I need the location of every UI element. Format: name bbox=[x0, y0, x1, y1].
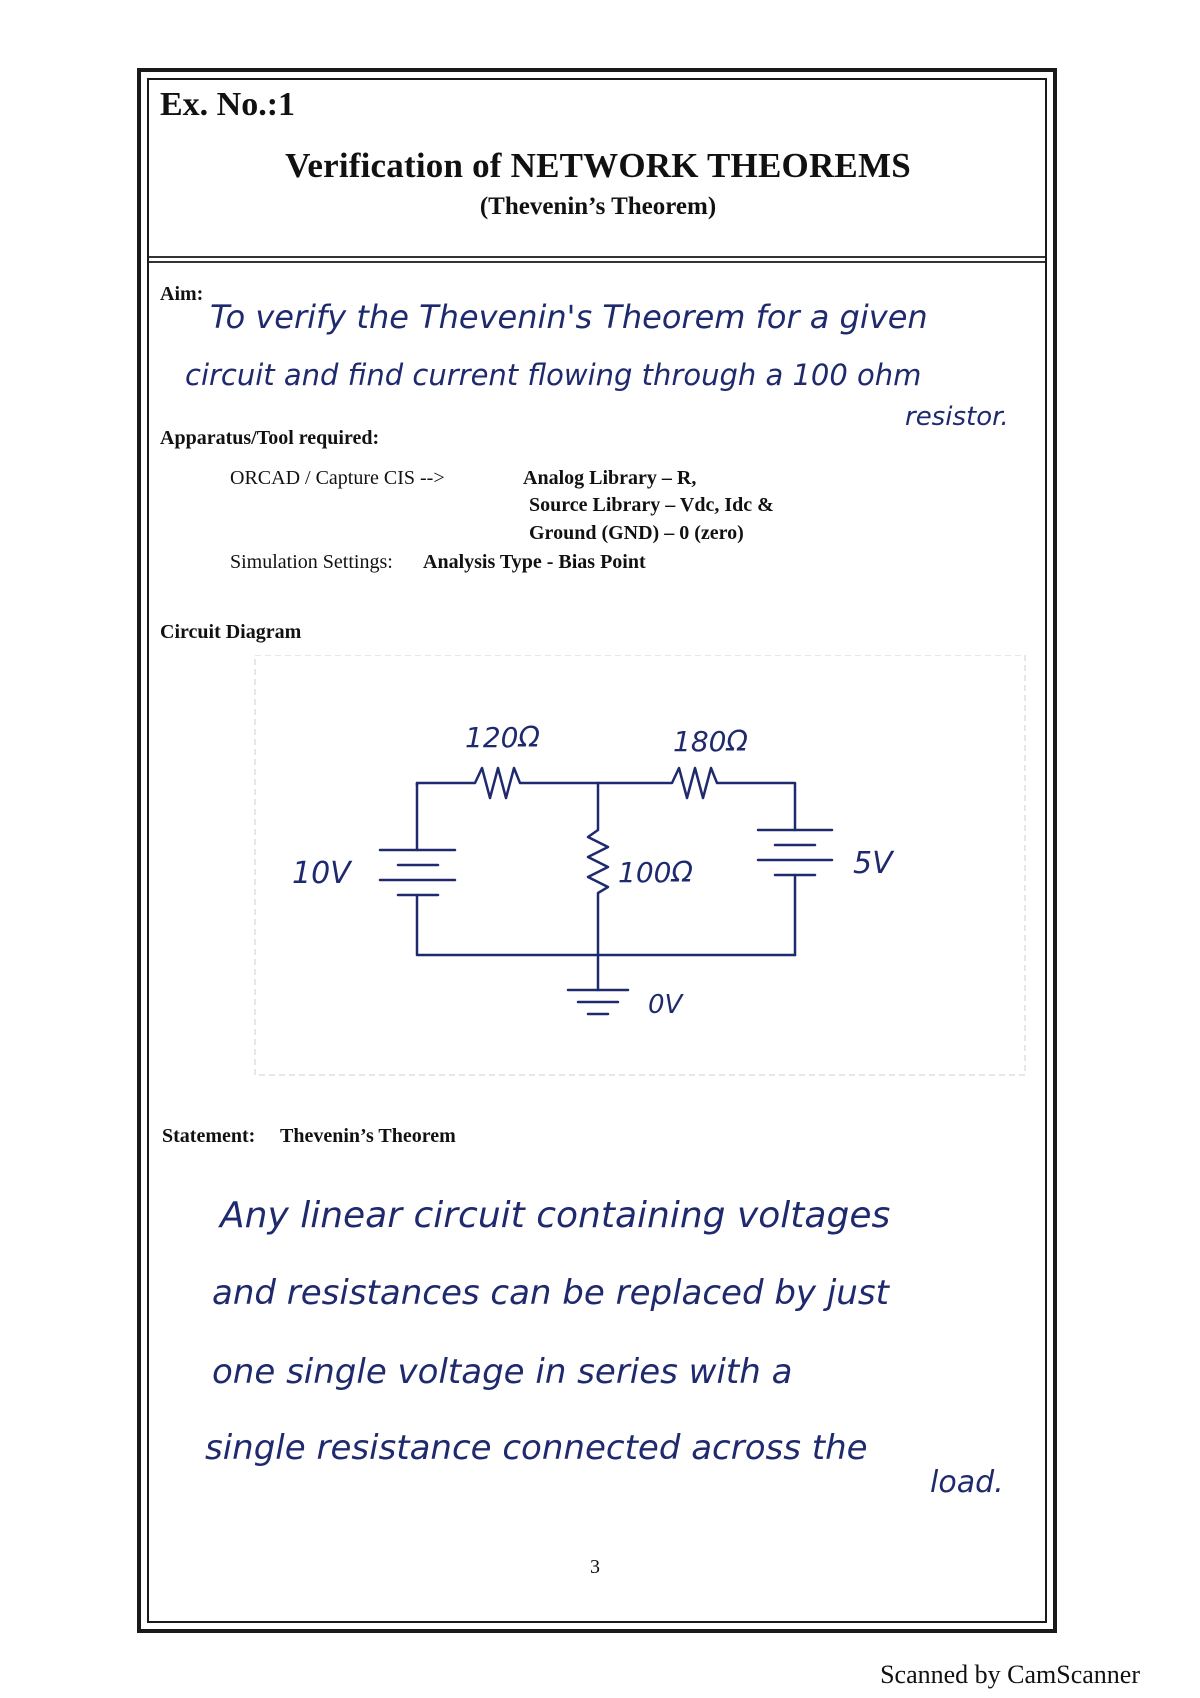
simulation-settings-value: Analysis Type - Bias Point bbox=[423, 551, 646, 573]
aim-handwritten-line-1: To verify the Thevenin's Theorem for a given bbox=[210, 298, 928, 336]
resistor-180-label: 180Ω bbox=[673, 725, 748, 758]
apparatus-library-3: Ground (GND) – 0 (zero) bbox=[529, 522, 744, 544]
statement-label: Statement: bbox=[162, 1125, 256, 1147]
statement-line-2: and resistances can be replaced by just bbox=[212, 1273, 889, 1313]
statement-line-5: load. bbox=[930, 1465, 1004, 1500]
apparatus-tool: ORCAD / Capture CIS --> bbox=[230, 467, 445, 489]
resistor-100-label: 100Ω bbox=[618, 856, 693, 889]
source-10v-label: 10V bbox=[292, 856, 351, 891]
simulation-settings-label: Simulation Settings: bbox=[230, 551, 393, 573]
statement-line-3: one single voltage in series with a bbox=[212, 1352, 793, 1392]
resistor-100-branch bbox=[588, 783, 608, 955]
wire-top-left-with-resistor-120 bbox=[417, 768, 598, 798]
ground-0v-label: 0V bbox=[648, 990, 683, 1020]
wire-top-right-with-resistor-180 bbox=[598, 768, 795, 830]
statement-line-1: Any linear circuit containing voltages bbox=[220, 1195, 891, 1236]
exercise-number: Ex. No.:1 bbox=[160, 86, 296, 123]
resistor-120-label: 120Ω bbox=[465, 721, 540, 754]
title-divider bbox=[149, 256, 1045, 258]
aim-handwritten-line-3: resistor. bbox=[905, 402, 1009, 432]
page-title: Verification of NETWORK THEOREMS bbox=[285, 146, 911, 185]
apparatus-label: Apparatus/Tool required: bbox=[160, 427, 380, 449]
circuit-diagram bbox=[250, 655, 1050, 1085]
apparatus-library-1: Analog Library – R, bbox=[523, 467, 697, 489]
scanner-watermark: Scanned by CamScanner bbox=[880, 1660, 1140, 1689]
apparatus-library-2: Source Library – Vdc, Idc & bbox=[529, 494, 774, 516]
wire-bottom bbox=[417, 895, 795, 955]
source-5v-label: 5V bbox=[853, 846, 893, 881]
statement-title: Thevenin’s Theorem bbox=[280, 1125, 456, 1147]
circuit-diagram-label: Circuit Diagram bbox=[160, 621, 302, 643]
page-subtitle: (Thevenin’s Theorem) bbox=[479, 193, 717, 220]
statement-line-4: single resistance connected across the bbox=[205, 1428, 868, 1468]
aim-handwritten-line-2: circuit and find current flowing through a 100 ohm bbox=[185, 358, 922, 392]
page-number: 3 bbox=[590, 1556, 600, 1578]
title-divider-second bbox=[149, 261, 1045, 263]
aim-label: Aim: bbox=[160, 283, 204, 305]
